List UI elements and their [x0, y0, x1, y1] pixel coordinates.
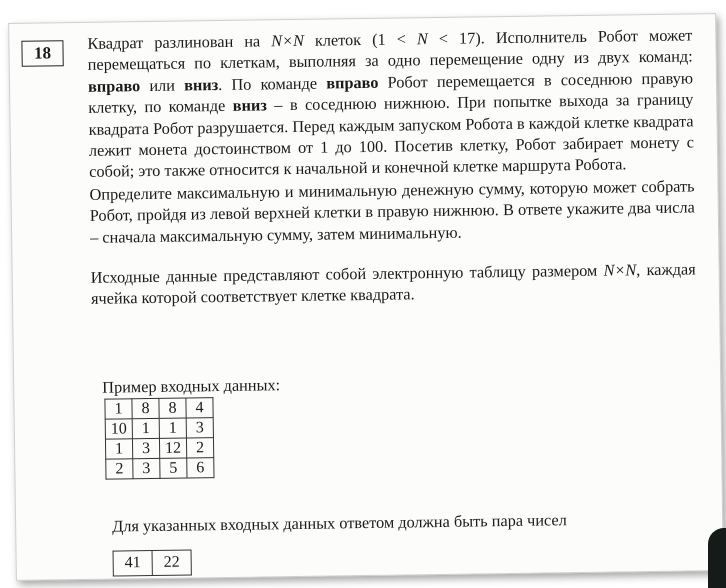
text-run: или — [140, 75, 185, 95]
example-grid — [104, 397, 214, 480]
text-run: Робот перемещается в соседнюю правую клетку, по команде — [88, 68, 694, 118]
text-run: , каждая ячейка которой соответствует клетке квадрата. — [90, 259, 696, 309]
command-down: вниз — [232, 95, 267, 116]
text-run: Квадрат разлинован на — [87, 31, 272, 53]
grid-row — [106, 458, 214, 480]
grid-cell: 1 — [132, 418, 159, 438]
grid-cell: 2 — [186, 438, 213, 458]
grid-cell: 8 — [132, 398, 159, 418]
grid-row — [105, 438, 213, 460]
grid-cell: 6 — [187, 458, 214, 478]
grid-cell: 8 — [159, 398, 186, 418]
task-paragraph-question: Определите максимальную и минимальную денежную сумму, которую может собрать Робот, пройдя из левой верхней клетки в правую нижнюю. В ответе укажите два числа – сначала максимальную сумму, затем минимальную. — [89, 176, 695, 247]
grid-cell: 1 — [105, 399, 132, 419]
grid-cell: 12 — [159, 438, 186, 458]
answer-row — [113, 550, 191, 576]
grid-row — [105, 418, 213, 440]
grid-cell: 10 — [105, 419, 132, 439]
answer-label: Для указанных входных данных ответом должна быть пара чисел — [112, 510, 567, 536]
grid-row — [105, 398, 213, 420]
answer-min: 22 — [152, 550, 191, 576]
text-run: – в соседнюю нижнюю. При попытке выхода за границу квадрата Робот разрушается. Перед каждым запуском Робота в каждой клетке квадрата лежит монета достоинством от 1 до 100. Посетив клетку, Робот забирает монету с собой; это также относится к начальной и конечной клетке маршрута Робота. — [88, 89, 694, 182]
exam-page — [8, 13, 724, 581]
task-number-box: 18 — [21, 40, 63, 67]
math-n: N — [416, 29, 428, 49]
example-label: Пример входных данных: — [102, 375, 281, 397]
answer-max: 41 — [113, 551, 152, 577]
text-run: . По команде — [218, 73, 327, 94]
command-right: вправо — [326, 72, 379, 93]
task-paragraph-conditions — [87, 24, 694, 182]
text-run: < 17). Исполнитель Робот может перемещаться по клеткам, выполняя за одно перемещение одну из двух команд: — [87, 25, 693, 75]
grid-cell: 3 — [186, 418, 213, 438]
command-right: вправо — [87, 75, 141, 96]
task-text — [87, 24, 696, 309]
math-nn: N×N — [271, 30, 305, 51]
text-run: Исходные данные представляют собой электронную таблицу размером — [90, 260, 604, 287]
answer-table — [113, 549, 192, 576]
task-paragraph-input — [91, 258, 697, 309]
grid-cell: 2 — [106, 459, 133, 479]
grid-cell: 1 — [159, 418, 186, 438]
grid-cell: 5 — [160, 458, 187, 478]
grid-cell: 1 — [105, 439, 132, 459]
grid-cell: 3 — [133, 458, 160, 478]
command-down: вниз — [183, 74, 219, 95]
grid-cell: 4 — [186, 398, 213, 418]
text-run: клеток (1 < — [303, 29, 418, 50]
corner-shadow — [708, 528, 726, 588]
grid-cell: 3 — [132, 438, 159, 458]
math-nn: N×N — [603, 260, 637, 280]
